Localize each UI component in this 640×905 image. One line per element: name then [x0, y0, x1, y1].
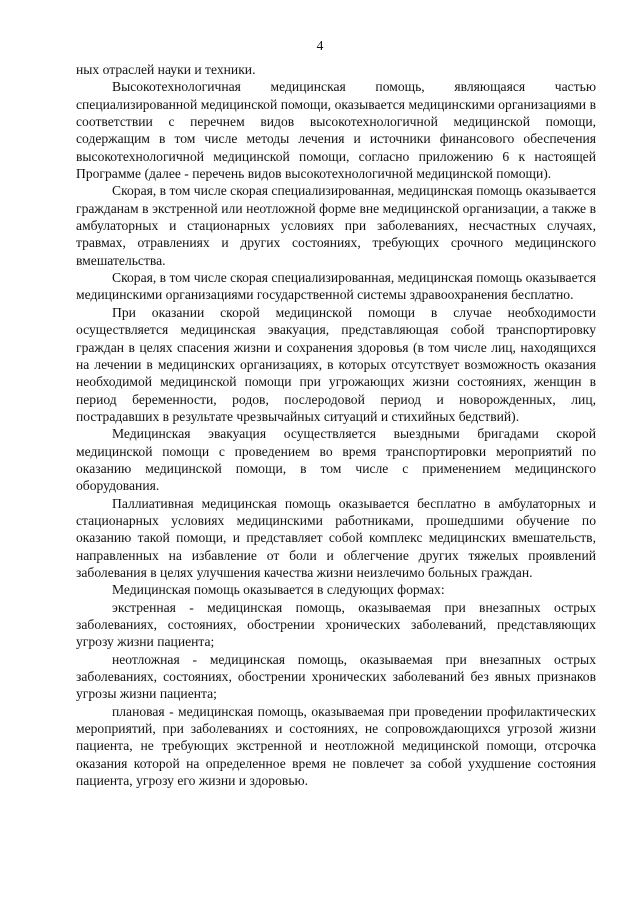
paragraph-emergency-care-free: Скорая, в том числе скорая специализированная, медицинская помощь оказывается медицинскими организациями государственной системы здравоохранения бесплатно. [76, 270, 596, 303]
document-body [76, 61, 596, 789]
paragraph-medical-evacuation: При оказании скорой медицинской помощи в случае необходимости осуществляется медицинская эвакуация, представляющая собой транспортировку граждан в целях спасения жизни и сохранения здоровья (в том числе лиц, находящихся на лечении в медицинских организациях, в которых отсутствует возможность оказания необходимой медицинской помощи при угрожающих жизни состояниях, женщин в период беременности, родов, послеродовой период и новорожденных, лиц, пострадавших в результате чрезвычайных ситуаций и стихийных бедствий). [76, 304, 596, 424]
paragraph-care-forms-intro: Медицинская помощь оказывается в следующих формах: [112, 582, 445, 598]
paragraph-form-emergency: экстренная - медицинская помощь, оказываемая при внезапных острых заболеваниях, состояниях, обострении хронических заболеваний, представляющих угрозу жизни пациента; [76, 599, 596, 650]
paragraph-continuation: ных отраслей науки и техники. [76, 62, 256, 77]
paragraph-high-tech-care: Высокотехнологичная медицинская помощь, являющаяся частью специализированной медицинской помощи, оказывается медицинскими организациями в соответствии с перечнем видов высокотехнологичной медицинской помощи, содержащим в том числе методы лечения и источники финансового обеспечения высокотехнологичной медицинской помощи, согласно приложению 6 к настоящей Программе (далее - перечень видов высокотехнологичной медицинской помощи). [76, 79, 596, 182]
paragraph-form-planned: плановая - медицинская помощь, оказываемая при проведении профилактических мероприятий, при заболеваниях и состояниях, не сопровождающихся угрозой жизни пациента, не требующих экстренной и неотложной медицинской помощи, отсрочка оказания которой на определенное время не повлечет за собой ухудшение состояния пациента, угрозу его жизни и здоровью. [76, 703, 596, 789]
paragraph-emergency-care: Скорая, в том числе скорая специализированная, медицинская помощь оказывается гражданам в экстренной или неотложной форме вне медицинской организации, а также в амбулаторных и стационарных условиях при заболеваниях, несчастных случаях, травмах, отравлениях и других состояниях, требующих срочного медицинского вмешательства. [76, 183, 596, 268]
paragraph-evacuation-teams: Медицинская эвакуация осуществляется выездными бригадами скорой медицинской помощи с проведением во время транспортировки мероприятий по оказанию медицинской помощи, в том числе с применением медицинского оборудования. [76, 426, 596, 494]
paragraph-palliative-care: Паллиативная медицинская помощь оказывается бесплатно в амбулаторных и стационарных условиях медицинскими работниками, прошедшими обучение по оказанию такой помощи, и представляет собой комплекс медицинских вмешательств, направленных на избавление от боли и облегчение других тяжелых проявлений заболевания в целях улучшения качества жизни неизлечимо больных граждан. [76, 495, 596, 580]
page-number: 4 [316, 38, 324, 53]
paragraph-form-urgent: неотложная - медицинская помощь, оказываемая при внезапных острых заболеваниях, состояниях, обострении хронических заболеваний без явных признаков угрозы жизни пациента; [76, 651, 596, 702]
